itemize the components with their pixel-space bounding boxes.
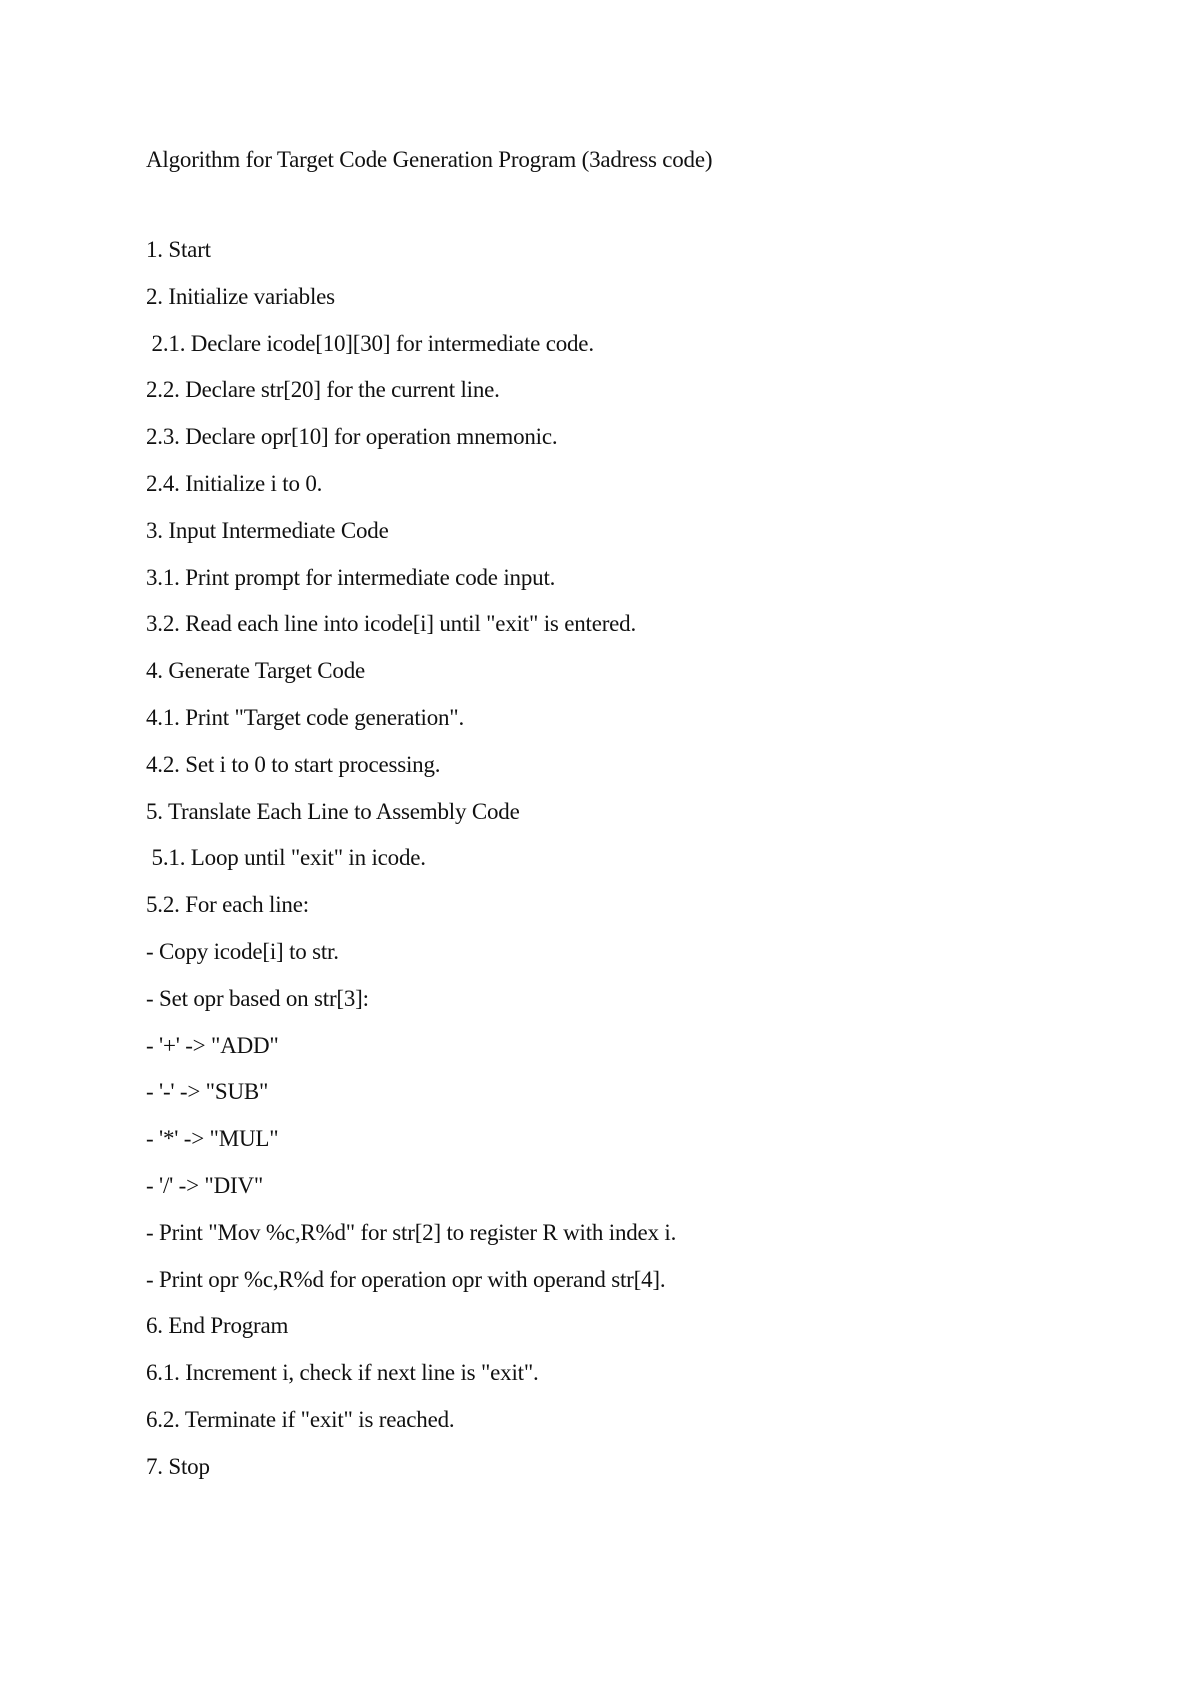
step-line: 2.4. Initialize i to 0. (146, 470, 323, 496)
step-line: 3.2. Read each line into icode[i] until "exit" is entered. (146, 611, 637, 637)
step-line: 6.2. Terminate if "exit" is reached. (146, 1406, 455, 1432)
step-line: 5.1. Loop until "exit" in icode. (146, 845, 426, 871)
step-line: 2. Initialize variables (146, 283, 335, 309)
step-line: 1. Start (146, 237, 211, 262)
step-line: 4.2. Set i to 0 to start processing. (146, 751, 441, 777)
step-line: 6. End Program (146, 1313, 289, 1339)
step-line: - '+' -> "ADD" (146, 1032, 279, 1058)
document-title: Algorithm for Target Code Generation Program (3adress code) (146, 147, 713, 172)
step-line: 5.2. For each line: (146, 892, 309, 918)
step-line: - '*' -> "MUL" (146, 1126, 279, 1152)
step-line: - '/' -> "DIV" (146, 1172, 264, 1198)
step-line: - Set opr based on str[3]: (146, 985, 369, 1011)
algorithm-steps (146, 234, 676, 1498)
step-line: 4. Generate Target Code (146, 658, 366, 684)
step-line: 2.3. Declare opr[10] for operation mnemonic. (146, 424, 558, 450)
step-line: 4.1. Print "Target code generation". (146, 704, 465, 730)
step-line: - Print "Mov %c,R%d" for str[2] to register R with index i. (146, 1219, 677, 1245)
step-line: 3.1. Print prompt for intermediate code input. (146, 564, 556, 590)
step-line: - '-' -> "SUB" (146, 1079, 269, 1105)
step-line: - Print opr %c,R%d for operation opr with operand str[4]. (146, 1266, 666, 1292)
step-line: 7. Stop (146, 1453, 210, 1479)
step-line: 6.1. Increment i, check if next line is "exit". (146, 1360, 539, 1386)
step-line: 3. Input Intermediate Code (146, 517, 389, 543)
step-line: - Copy icode[i] to str. (146, 938, 339, 964)
step-line: 2.1. Declare icode[10][30] for intermediate code. (146, 330, 594, 356)
step-line: 5. Translate Each Line to Assembly Code (146, 798, 520, 824)
step-line: 2.2. Declare str[20] for the current line. (146, 377, 500, 403)
